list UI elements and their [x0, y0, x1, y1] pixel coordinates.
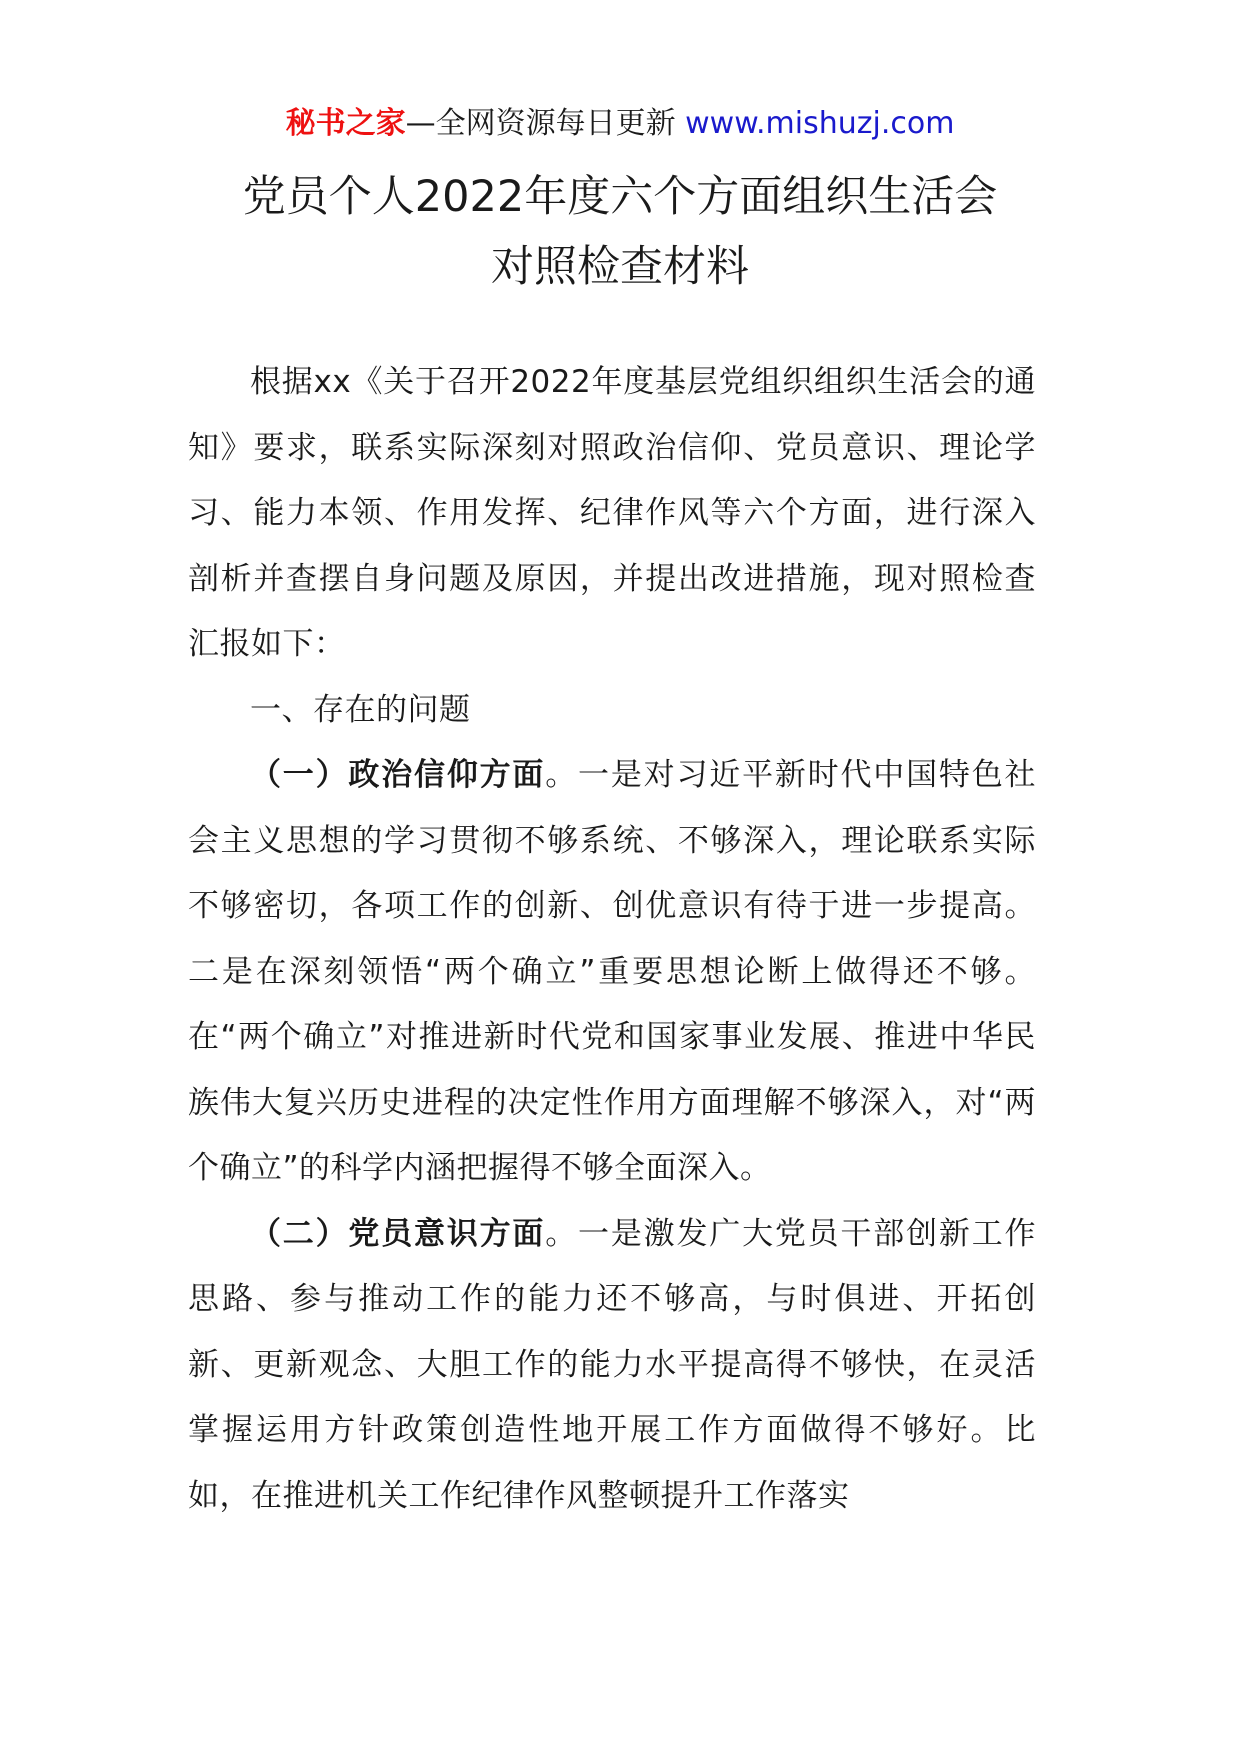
- paragraph-lead-political-belief: （一）政治信仰方面: [250, 757, 546, 793]
- site-link[interactable]: www.mishuzj.com: [685, 106, 955, 141]
- paragraph-text-party-awareness: 。一是激发广大党员干部创新工作思路、参与推动工作的能力还不够高，与时俱进、开拓创新、更新观念、大胆工作的能力水平提高得不够快，在灵活掌握运用方针政策创造性地开展工作方面做得不够好。比如，在推进机关工作纪律作风整顿提升工作落实: [188, 1215, 1037, 1514]
- document-title: [0, 162, 1240, 302]
- section-heading: 一、存在的问题: [250, 691, 471, 728]
- paragraph-political-belief: [188, 743, 1036, 1202]
- intro-paragraph: 根据xx《关于召开2022年度基层党组织组织生活会的通知》要求，联系实际深刻对照政治信仰、党员意识、理论学习、能力本领、作用发挥、纪律作风等六个方面，进行深入剖析并查摆自身问题及原因，并提出改进措施，现对照检查汇报如下：: [188, 364, 1036, 662]
- title-line-1: 党员个人2022年度六个方面组织生活会: [242, 172, 998, 222]
- paragraph-text-political-belief: 。一是对习近平新时代中国特色社会主义思想的学习贯彻不够系统、不够深入，理论联系实际不够密切，各项工作的创新、创优意识有待于进一步提高。二是在深刻领悟“两个确立”重要思想论断上做得还不够。在“两个确立”对推进新时代党和国家事业发展、推进中华民族伟大复兴历史进程的决定性作用方面理解不够深入，对“两个确立”的科学内涵把握得不够全面深入。: [188, 757, 1037, 1186]
- title-line-2: 对照检查材料: [491, 242, 749, 292]
- site-banner: [0, 102, 1240, 146]
- paragraph-lead-party-awareness: （二）党员意识方面: [250, 1215, 546, 1252]
- banner-tagline: —全网资源每日更新: [405, 106, 686, 141]
- document-body: [188, 350, 1036, 1529]
- paragraph-party-awareness: [188, 1202, 1036, 1530]
- brand-name: 秘书之家: [285, 106, 406, 141]
